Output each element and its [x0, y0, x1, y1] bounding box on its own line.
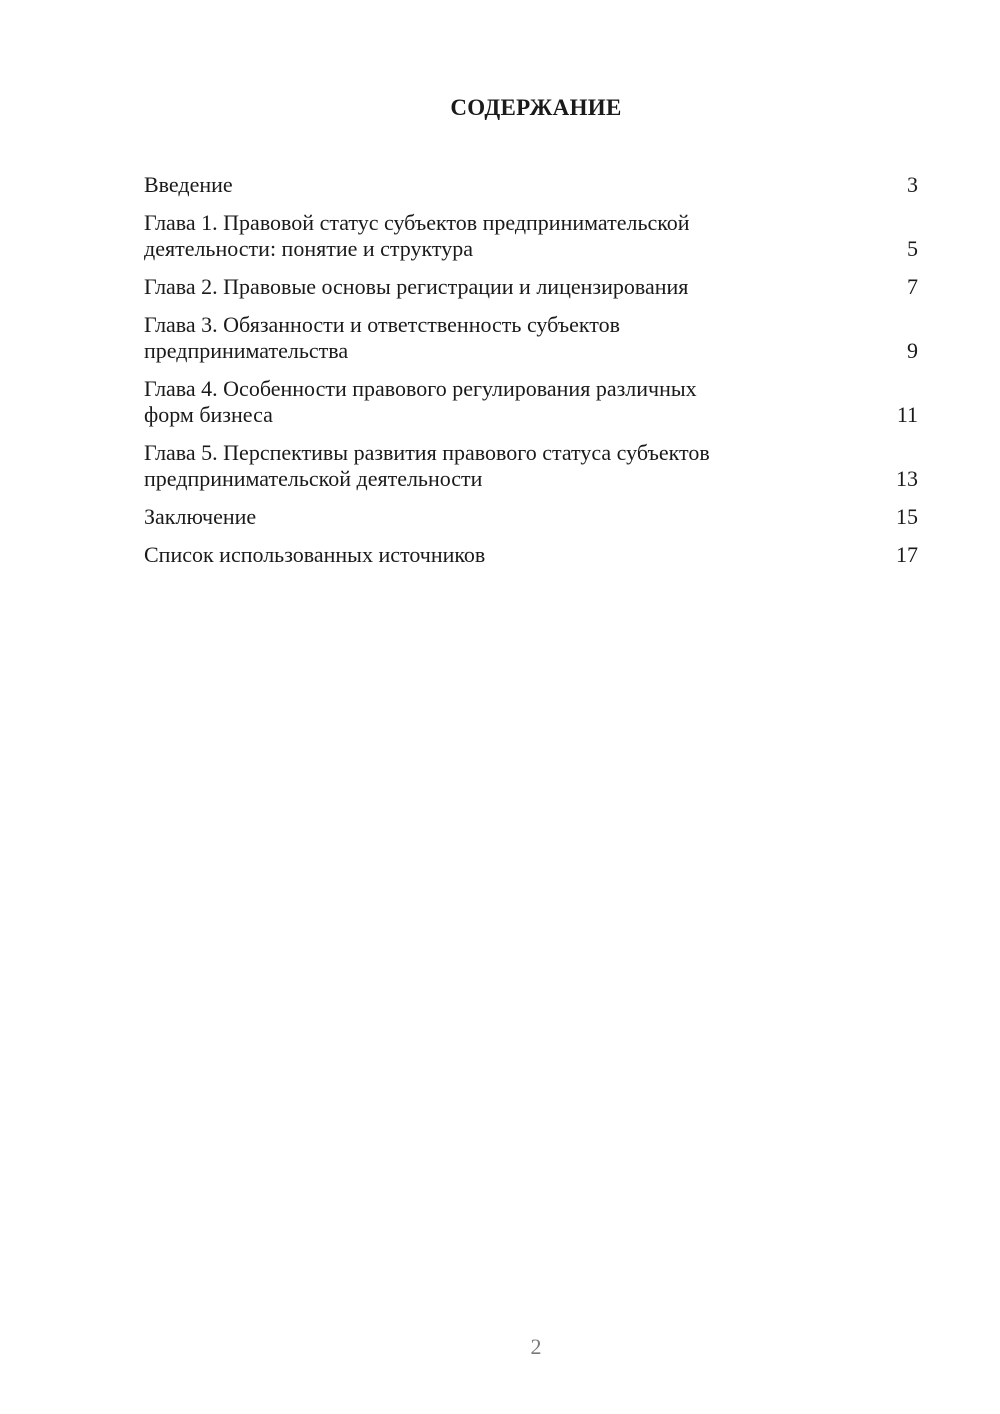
toc-list — [144, 172, 918, 580]
toc-entry-page-number: 11 — [896, 402, 918, 427]
toc-entry-page-number: 17 — [896, 542, 918, 567]
toc-entry-chapter-3[interactable] — [144, 312, 918, 364]
toc-entry-chapter-2[interactable] — [144, 274, 918, 300]
toc-entry-title: Введение — [144, 172, 233, 197]
toc-entry-chapter-1[interactable] — [144, 210, 918, 262]
toc-entry-title: Список использованных источников — [144, 542, 486, 567]
toc-entry-title: Глава 5. Перспективы развития правового статуса субъектов предпринимательской деятельности — [144, 440, 710, 491]
toc-entry-conclusion[interactable] — [144, 504, 918, 530]
toc-entry-page-number: 7 — [907, 274, 918, 299]
toc-entry-chapter-4[interactable] — [144, 376, 918, 428]
toc-entry-title: Глава 1. Правовой статус субъектов предпринимательской деятельности: понятие и структура — [144, 210, 690, 261]
toc-entry-chapter-5[interactable] — [144, 440, 918, 492]
toc-entry-introduction[interactable] — [144, 172, 918, 198]
toc-entry-title: Глава 4. Особенности правового регулирования различных форм бизнеса — [144, 376, 697, 427]
toc-entry-references[interactable] — [144, 542, 918, 568]
toc-entry-page-number: 3 — [907, 172, 918, 197]
toc-entry-title: Глава 2. Правовые основы регистрации и лицензирования — [144, 274, 689, 299]
toc-entry-title: Глава 3. Обязанности и ответственность субъектов предпринимательства — [144, 312, 621, 363]
toc-entry-page-number: 15 — [896, 504, 918, 529]
page-number-footer: 2 — [530, 1334, 542, 1359]
toc-entry-page-number: 13 — [896, 466, 918, 491]
toc-entry-page-number: 5 — [907, 236, 918, 261]
toc-entry-title: Заключение — [144, 504, 257, 529]
toc-entry-page-number: 9 — [907, 338, 918, 363]
toc-heading: СОДЕРЖАНИЕ — [450, 95, 622, 120]
